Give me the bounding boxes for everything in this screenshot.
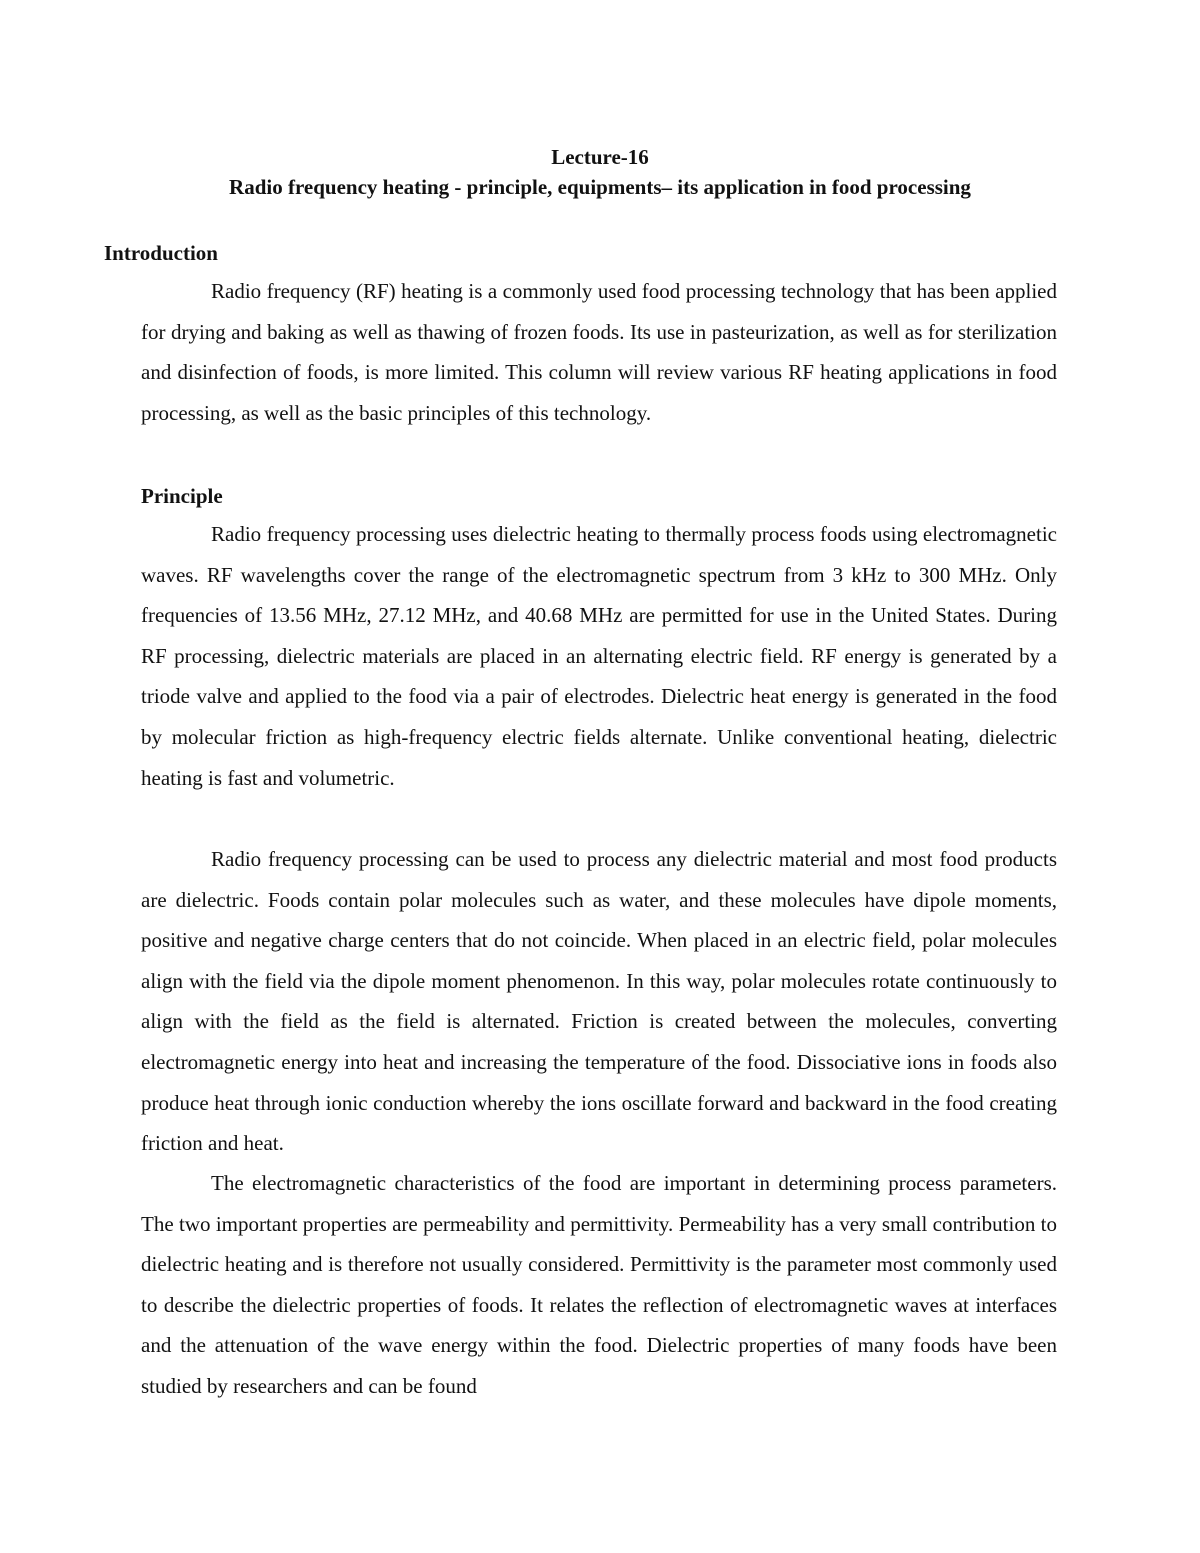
principle-paragraph-2: Radio frequency processing can be used to process any dielectric material and most food products are dielectric. Foods contain polar molecules such as water, and these molecules have dipole moments, positive and negative charge centers that do not coincide. When placed in an electric field, polar molecules align with the field via the dipole moment phenomenon. In this way, polar molecules rotate continuously to align with the field as the field is alternated. Friction is created between the molecules, converting electromagnetic energy into heat and increasing the temperature of the food. Dissociative ions in foods also produce heat through ionic conduction whereby the ions oscillate forward and backward in the food creating friction and heat. <box>141 847 1057 1156</box>
principle-paragraph-1: Radio frequency processing uses dielectric heating to thermally process foods using electromagnetic waves. RF wavelengths cover the range of the electromagnetic spectrum from 3 kHz to 300 MHz. Only frequencies of 13.56 MHz, 27.12 MHz, and 40.68 MHz are permitted for use in the United States. During RF processing, dielectric materials are placed in an alternating electric field. RF energy is generated by a triode valve and applied to the food via a pair of electrodes. Dielectric heat energy is generated in the food by molecular friction as high-frequency electric fields alternate. Unlike conventional heating, dielectric heating is fast and volumetric. <box>141 522 1057 790</box>
document-title: Radio frequency heating - principle, equipments– its application in food processing <box>229 175 971 199</box>
lecture-label: Lecture-16 <box>551 145 649 169</box>
introduction-paragraph: Radio frequency (RF) heating is a commonly used food processing technology that has been applied for drying and baking as well as thawing of frozen foods. Its use in pasteurization, as well as for sterilization and disinfection of foods, is more limited. This column will review various RF heating applications in food processing, as well as the basic principles of this technology. <box>141 279 1057 425</box>
introduction-heading: Introduction <box>104 241 218 265</box>
principle-heading: Principle <box>141 484 223 508</box>
principle-paragraph-3: The electromagnetic characteristics of the food are important in determining process parameters. The two important properties are permeability and permittivity. Permeability has a very small contribution to dielectric heating and is therefore not usually considered. Permittivity is the parameter most commonly used to describe the dielectric properties of foods. It relates the reflection of electromagnetic waves at interfaces and the attenuation of the wave energy within the food. Dielectric properties of many foods have been studied by researchers and can be found <box>141 1171 1057 1398</box>
title-block <box>0 142 1200 202</box>
